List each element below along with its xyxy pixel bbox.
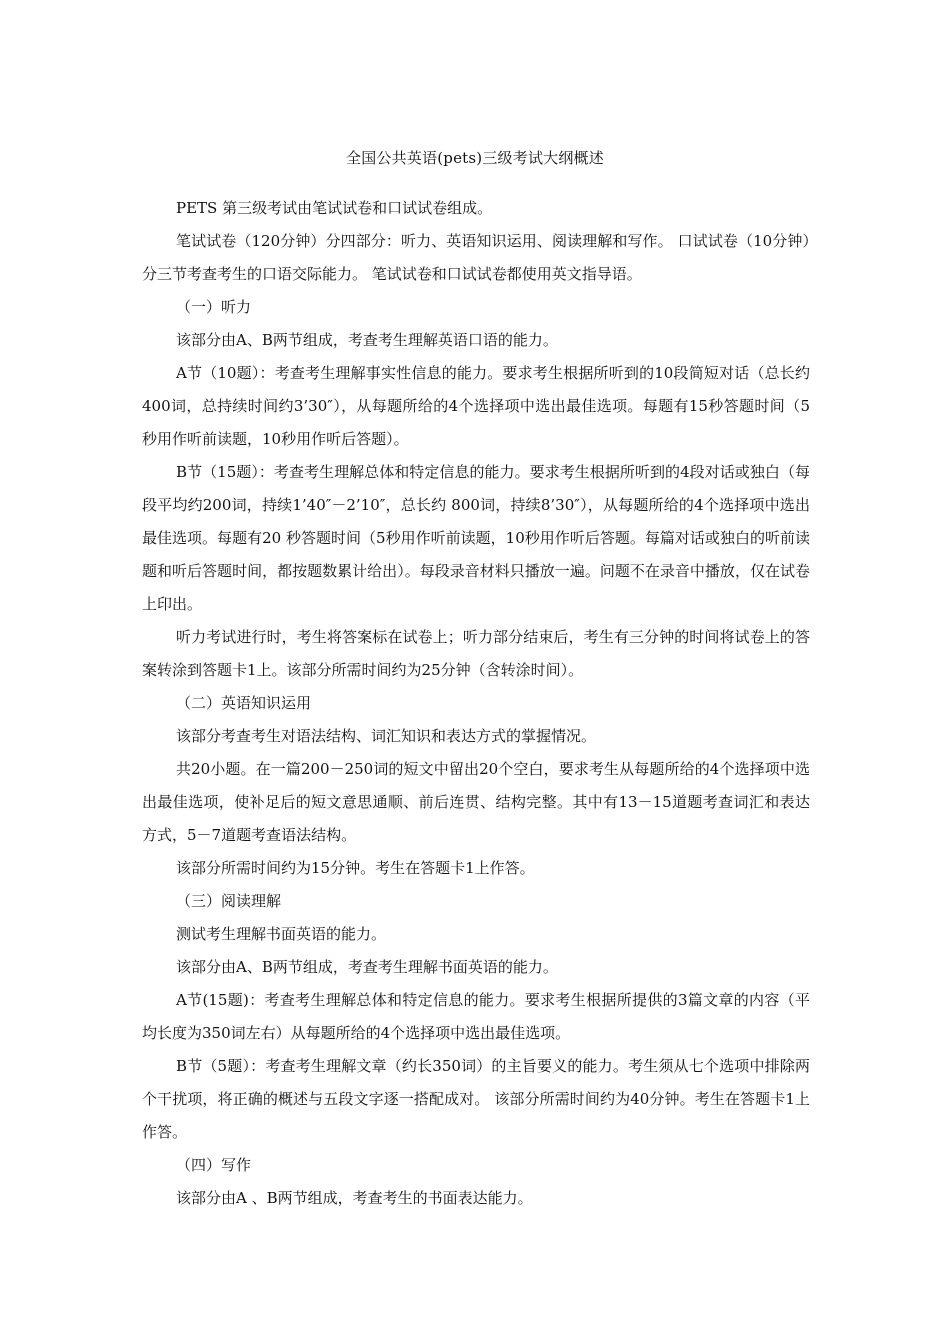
- paragraph-knowledge-overview: 该部分考查考生对语法结构、词汇知识和表达方式的掌握情况。: [176, 727, 597, 745]
- section-heading-knowledge: （二）英语知识运用: [176, 694, 312, 712]
- section-heading-listening: （一）听力: [176, 298, 252, 316]
- paragraph-knowledge-details: 共20小题。在一篇200－250词的短文中留出20个空白，要求考生从每题所给的4个选择项中选出最佳选项，使补足后的短文意思通顺、前后连贯、结构完整。其中有13－15道题考查词汇和表达方式，5－7道题考查语法结构。: [142, 760, 810, 844]
- paragraph-listening-section-b: B节（15题）：考查考生理解总体和特定信息的能力。要求考生根据所听到的4段对话或独白（每段平均约200词，持续1’40″－2’10″，总长约 800词，持续8’30″），从每题所给的4个选择项中选出最佳选项。每题有20 秒答题时间（5秒用作听前读题，10秒用作听后答题。每篇对话或独白的听前读题和听后答题时间，都按题数累计给出）。每段录音材料只播放一遍。问题不在录音中播放，仅在试卷上印出。: [142, 463, 810, 613]
- paragraph-listening-section-a: A节（10题）：考查考生理解事实性信息的能力。要求考生根据所听到的10段简短对话（总长约400词，总持续时间约3’30″），从每题所给的4个选择项中选出最佳选项。每题有15秒答题时间（5秒用作听前读题，10秒用作听后答题）。: [142, 364, 810, 448]
- paragraph-reading-section-a: A节(15题)：考查考生理解总体和特定信息的能力。要求考生根据所提供的3篇文章的内容（平均长度为350词左右）从每题所给的4个选择项中选出最佳选项。: [142, 991, 810, 1042]
- section-heading-writing: （四）写作: [176, 1156, 252, 1174]
- paragraph-listening-process: 听力考试进行时，考生将答案标在试卷上；听力部分结束后，考生有三分钟的时间将试卷上的答案转涂到答题卡1上。该部分所需时间约为25分钟（含转涂时间）。: [142, 628, 810, 679]
- paragraph-reading-overview: 该部分由A、B两节组成，考查考生理解书面英语的能力。: [176, 958, 558, 976]
- paragraph-listening-overview: 该部分由A、B两节组成，考查考生理解英语口语的能力。: [176, 331, 558, 349]
- document-title: 全国公共英语(pets)三级考试大纲概述: [346, 149, 604, 167]
- section-heading-reading: （三）阅读理解: [176, 892, 282, 910]
- paragraph-reading-purpose: 测试考生理解书面英语的能力。: [176, 925, 387, 943]
- paragraph-reading-section-b: B节（5题）：考查考生理解文章（约长350词）的主旨要义的能力。考生须从七个选项中排除两个干扰项，将正确的概述与五段文字逐一搭配成对。 该部分所需时间约为40分钟。考生在答题卡1上作答。: [142, 1057, 810, 1141]
- paragraph-writing-overview: 该部分由A 、B两节组成，考查考生的书面表达能力。: [176, 1189, 533, 1207]
- document-body: [142, 192, 810, 1215]
- paragraph-knowledge-time: 该部分所需时间约为15分钟。考生在答题卡1上作答。: [176, 859, 535, 877]
- paragraph-written-exam: 笔试试卷（120分钟）分四部分：听力、英语知识运用、阅读理解和写作。 口试试卷（10分钟）分三节考查考生的口语交际能力。 笔试试卷和口试试卷都使用英文指导语。: [142, 232, 810, 283]
- paragraph-intro: PETS 第三级考试由笔试试卷和口试试卷组成。: [176, 199, 493, 217]
